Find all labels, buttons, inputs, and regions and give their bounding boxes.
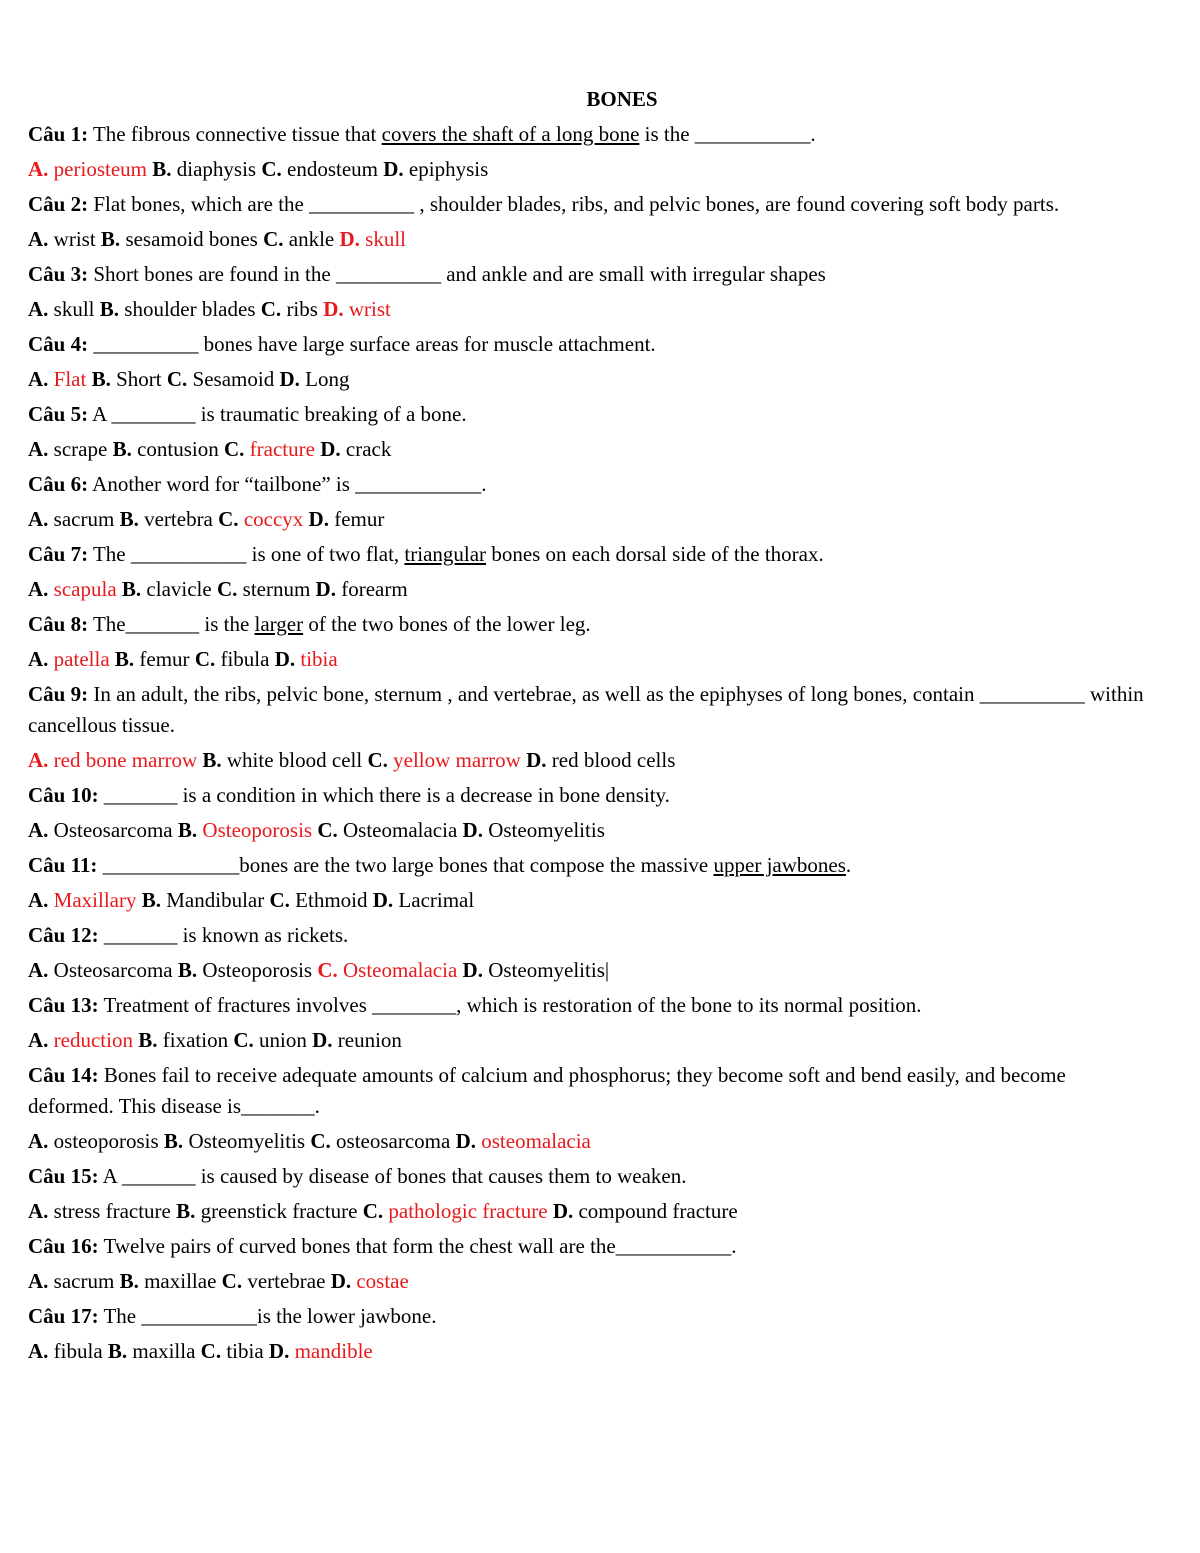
answer-option (195, 1339, 263, 1363)
question-text: _______ is a condition in which there is a decrease in bone density. (98, 783, 670, 807)
option-letter: D. (317, 297, 344, 321)
answer-option (171, 1199, 358, 1223)
question-number: Câu 13: (28, 993, 99, 1017)
answer-option (378, 157, 488, 181)
answer-option-correct (28, 1028, 133, 1052)
question-number: Câu 14: (28, 1063, 99, 1087)
answer-options (28, 1124, 1148, 1159)
question-stem (28, 1229, 1148, 1264)
option-text: fibula (215, 647, 270, 671)
option-text: femur (134, 647, 190, 671)
option-letter: B. (94, 297, 120, 321)
answer-option (228, 1028, 307, 1052)
option-letter: C. (256, 157, 282, 181)
answer-option (159, 1129, 305, 1153)
question-text: Another word for “tailbone” is ____________. (88, 472, 487, 496)
option-letter: A. (28, 507, 49, 531)
answer-option-correct (28, 577, 117, 601)
answer-option (457, 818, 605, 842)
question-number: Câu 8: (28, 612, 89, 636)
option-letter: B. (107, 437, 132, 461)
question-number: Câu 5: (28, 402, 89, 426)
option-text: endosteum (281, 157, 378, 181)
option-letter: C. (189, 647, 216, 671)
option-text: Flat (48, 367, 87, 391)
question-number: Câu 3: (28, 262, 89, 286)
option-letter: C. (257, 227, 284, 251)
option-text: Ethmoid (289, 888, 368, 912)
question-text: The_______ is the (88, 612, 255, 636)
answer-option (216, 1269, 325, 1293)
option-letter: D. (457, 958, 483, 982)
option-text: osteomalacia (476, 1129, 591, 1153)
option-letter: A. (28, 748, 49, 772)
answer-option (190, 647, 270, 671)
question-number: Câu 7: (28, 542, 89, 566)
option-text: sternum (237, 577, 311, 601)
answer-option-correct (334, 227, 406, 251)
option-text: crack (340, 437, 392, 461)
option-letter: A. (28, 297, 49, 321)
option-text: tibia (295, 647, 338, 671)
answer-option (305, 1129, 450, 1153)
question-text: is the ___________. (639, 122, 816, 146)
answer-option (548, 1199, 738, 1223)
answer-options (28, 292, 1148, 327)
answer-option-correct (219, 437, 315, 461)
question-number: Câu 9: (28, 682, 89, 706)
document-title: BONES (586, 87, 658, 111)
question-text: _______ is known as rickets. (98, 923, 349, 947)
answer-option (28, 1129, 159, 1153)
option-letter: C. (305, 1129, 331, 1153)
answer-option (133, 1028, 228, 1052)
answer-options (28, 642, 1148, 677)
option-text: Mandibular (161, 888, 265, 912)
answer-option (315, 437, 391, 461)
answer-option-correct (325, 1269, 408, 1293)
answer-option (162, 367, 275, 391)
answer-option (136, 888, 264, 912)
option-letter: B. (197, 748, 222, 772)
option-letter: B. (102, 1339, 128, 1363)
option-text: forearm (335, 577, 408, 601)
answer-option-correct (213, 507, 303, 531)
option-text: maxilla (127, 1339, 196, 1363)
question-number: Câu 11: (28, 853, 98, 877)
question-stem (28, 257, 1148, 292)
option-text: diaphysis (171, 157, 257, 181)
option-letter: D. (310, 577, 336, 601)
option-text: Osteomyelitis (482, 818, 605, 842)
answer-options (28, 1194, 1148, 1229)
answer-option (114, 1269, 216, 1293)
option-letter: B. (172, 958, 198, 982)
option-letter: C. (362, 748, 388, 772)
option-letter: D. (334, 227, 360, 251)
option-text: greenstick fracture (195, 1199, 358, 1223)
question-text: of the two bones of the lower leg. (303, 612, 591, 636)
option-letter: D. (263, 1339, 290, 1363)
answer-options (28, 1264, 1148, 1299)
option-text: osteoporosis (48, 1129, 159, 1153)
option-letter: A. (28, 1269, 49, 1293)
option-letter: C. (255, 297, 282, 321)
option-letter: D. (457, 818, 483, 842)
answer-options (28, 1334, 1148, 1369)
question-text: Short bones are found in the __________ and ankle and are small with irregular shapes (88, 262, 826, 286)
option-letter: D. (367, 888, 394, 912)
option-letter: A. (28, 1129, 49, 1153)
question-text: _____________bones are the two large bones that compose the massive (97, 853, 714, 877)
option-letter: D. (520, 748, 547, 772)
option-text: reduction (48, 1028, 133, 1052)
answer-option-correct (264, 1339, 373, 1363)
option-letter: C. (161, 367, 188, 391)
answer-option (28, 1199, 171, 1223)
question-stem (28, 1058, 1148, 1124)
answer-option (96, 227, 258, 251)
answer-option (95, 297, 256, 321)
question-stem (28, 187, 1148, 222)
option-letter: B. (114, 1269, 139, 1293)
option-letter: B. (172, 818, 198, 842)
option-letter: C. (212, 507, 239, 531)
answer-options (28, 743, 1148, 778)
answer-option (258, 227, 334, 251)
option-letter: A. (28, 437, 49, 461)
answer-option (256, 157, 378, 181)
option-text: skull (48, 297, 95, 321)
option-text: Osteosarcoma (48, 958, 173, 982)
underlined-text: upper jawbones (713, 853, 846, 877)
option-text: Osteomalacia (337, 958, 458, 982)
question-text: bones on each dorsal side of the thorax. (486, 542, 824, 566)
option-letter: A. (28, 818, 49, 842)
question-stem (28, 778, 1148, 813)
answer-option-correct (318, 297, 391, 321)
option-text: fibula (48, 1339, 103, 1363)
answer-option-correct (28, 748, 197, 772)
question-stem (28, 1299, 1148, 1334)
option-text: sacrum (48, 1269, 115, 1293)
option-text: mandible (289, 1339, 373, 1363)
question-stem (28, 467, 1148, 502)
question-text: In an adult, the ribs, pelvic bone, sternum , and vertebrae, as well as the epiphyses of long bones, contain __________ within cancellous tissue. (28, 682, 1144, 737)
answer-option (28, 818, 173, 842)
option-text: red bone marrow (48, 748, 198, 772)
option-text: Osteomyelitis| (482, 958, 610, 982)
option-letter: C. (195, 1339, 222, 1363)
answer-option (310, 577, 407, 601)
answer-option (312, 818, 457, 842)
option-letter: A. (28, 1339, 49, 1363)
document-page (28, 82, 1148, 1369)
option-text: yellow marrow (387, 748, 521, 772)
option-letter: D. (378, 157, 404, 181)
answer-option (521, 748, 676, 772)
underlined-text: triangular (404, 542, 487, 566)
question-text: Twelve pairs of curved bones that form the chest wall are the___________. (98, 1234, 737, 1258)
answer-option (264, 888, 367, 912)
question-text: __________ bones have large surface areas for muscle attachment. (88, 332, 656, 356)
option-text: wrist (343, 297, 391, 321)
option-letter: C. (216, 1269, 243, 1293)
question-stem (28, 848, 1148, 883)
option-text: shoulder blades (119, 297, 256, 321)
question-number: Câu 10: (28, 783, 99, 807)
option-text: vertebra (138, 507, 213, 531)
answer-option (368, 888, 475, 912)
option-text: fixation (157, 1028, 229, 1052)
option-text: ribs (281, 297, 318, 321)
question-number: Câu 15: (28, 1164, 99, 1188)
option-letter: D. (306, 1028, 333, 1052)
option-letter: A. (28, 157, 49, 181)
option-letter: B. (95, 227, 121, 251)
question-text: The ___________ is one of two flat, (88, 542, 405, 566)
answer-option (117, 577, 212, 601)
option-text: vertebrae (242, 1269, 326, 1293)
option-text: tibia (221, 1339, 264, 1363)
option-text: red blood cells (546, 748, 676, 772)
option-letter: A. (28, 958, 49, 982)
option-text: fracture (244, 437, 315, 461)
option-text: Lacrimal (393, 888, 475, 912)
option-text: ankle (283, 227, 335, 251)
question-number: Câu 12: (28, 923, 99, 947)
option-letter: B. (146, 157, 172, 181)
option-letter: C. (264, 888, 290, 912)
answer-option-correct (28, 647, 110, 671)
question-stem (28, 988, 1148, 1023)
option-text: contusion (131, 437, 219, 461)
question-text: Bones fail to receive adequate amounts of calcium and phosphorus; they become soft and bend easily, and become deformed. This disease is_______. (28, 1063, 1066, 1118)
answer-options (28, 1023, 1148, 1058)
question-number: Câu 16: (28, 1234, 99, 1258)
question-text: Treatment of fractures involves ________, which is restoration of the bone to its normal position. (98, 993, 922, 1017)
underlined-text: covers the shaft of a long bone (381, 122, 640, 146)
answer-option (28, 1339, 103, 1363)
option-text: pathologic fracture (383, 1199, 548, 1223)
question-text: Flat bones, which are the __________ , shoulder blades, ribs, and pelvic bones, are found covering soft body parts. (88, 192, 1060, 216)
answer-option (28, 227, 96, 251)
option-text: Long (299, 367, 350, 391)
option-letter: C. (312, 818, 338, 842)
option-letter: A. (28, 888, 49, 912)
answer-option (457, 958, 609, 982)
answer-option (173, 958, 312, 982)
option-letter: D. (303, 507, 329, 531)
answer-option-correct (357, 1199, 547, 1223)
option-letter: A. (28, 647, 49, 671)
option-text: Osteosarcoma (48, 818, 173, 842)
question-stem (28, 537, 1148, 572)
answer-option (114, 507, 213, 531)
option-text: Sesamoid (187, 367, 275, 391)
option-letter: B. (158, 1129, 184, 1153)
option-letter: A. (28, 227, 49, 251)
question-stem (28, 918, 1148, 953)
question-stem (28, 1159, 1148, 1194)
option-text: reunion (332, 1028, 402, 1052)
question-number: Câu 2: (28, 192, 89, 216)
answer-options (28, 883, 1148, 918)
answer-option (28, 1269, 114, 1293)
answer-option (256, 297, 318, 321)
option-letter: C. (357, 1199, 384, 1223)
answer-option (303, 507, 384, 531)
answer-option (110, 647, 190, 671)
answer-option (28, 437, 107, 461)
answer-option (274, 367, 349, 391)
underlined-text: larger (254, 612, 304, 636)
answer-option-correct (269, 647, 337, 671)
option-text: white blood cell (221, 748, 363, 772)
option-letter: A. (28, 1028, 49, 1052)
question-stem (28, 327, 1148, 362)
question-text: The ___________is the lower jawbone. (98, 1304, 437, 1328)
answer-options (28, 432, 1148, 467)
option-text: maxillae (138, 1269, 217, 1293)
answer-options (28, 572, 1148, 607)
option-letter: C. (218, 437, 245, 461)
option-text: coccyx (238, 507, 304, 531)
answer-option-correct (173, 818, 312, 842)
option-text: femur (328, 507, 385, 531)
question-text: A _______ is caused by disease of bones that causes them to weaken. (98, 1164, 687, 1188)
option-text: osteosarcoma (330, 1129, 451, 1153)
option-text: Osteomyelitis (183, 1129, 306, 1153)
answer-option (107, 437, 218, 461)
option-letter: D. (269, 647, 296, 671)
answer-option-correct (450, 1129, 591, 1153)
option-text: scrape (48, 437, 108, 461)
option-text: scapula (48, 577, 117, 601)
option-text: costae (351, 1269, 409, 1293)
answer-option (197, 748, 362, 772)
answer-options (28, 222, 1148, 257)
option-letter: D. (450, 1129, 476, 1153)
option-text: compound fracture (573, 1199, 738, 1223)
answer-option-correct (28, 888, 136, 912)
option-letter: A. (28, 577, 49, 601)
option-letter: A. (28, 367, 49, 391)
answer-option (28, 297, 95, 321)
question-stem (28, 397, 1148, 432)
answer-option (212, 577, 311, 601)
option-text: patella (48, 647, 110, 671)
question-number: Câu 6: (28, 472, 89, 496)
option-letter: C. (228, 1028, 254, 1052)
option-text: periosteum (48, 157, 147, 181)
option-letter: B. (114, 507, 139, 531)
option-letter: C. (312, 958, 338, 982)
option-text: sesamoid bones (120, 227, 258, 251)
option-letter: D. (274, 367, 300, 391)
option-text: epiphysis (403, 157, 489, 181)
answer-option-correct (28, 157, 147, 181)
option-letter: B. (116, 577, 142, 601)
option-text: Maxillary (48, 888, 137, 912)
question-stem (28, 607, 1148, 642)
answer-options (28, 813, 1148, 848)
option-text: clavicle (141, 577, 212, 601)
question-number: Câu 1: (28, 122, 89, 146)
answer-option-correct (362, 748, 521, 772)
question-number: Câu 17: (28, 1304, 99, 1328)
answer-options (28, 152, 1148, 187)
option-text: sacrum (48, 507, 115, 531)
answer-option-correct (312, 958, 457, 982)
option-text: skull (359, 227, 407, 251)
answer-options (28, 362, 1148, 397)
question-stem (28, 677, 1148, 743)
option-letter: D. (325, 1269, 352, 1293)
option-letter: A. (28, 1199, 49, 1223)
question-text: A ________ is traumatic breaking of a bone. (88, 402, 467, 426)
option-letter: B. (132, 1028, 158, 1052)
option-text: stress fracture (48, 1199, 171, 1223)
option-letter: D. (547, 1199, 574, 1223)
answer-option (307, 1028, 402, 1052)
option-letter: B. (86, 367, 111, 391)
option-text: Osteomalacia (337, 818, 458, 842)
answer-options (28, 502, 1148, 537)
option-text: union (253, 1028, 307, 1052)
option-letter: B. (170, 1199, 196, 1223)
question-number: Câu 4: (28, 332, 89, 356)
question-text: The fibrous connective tissue that (88, 122, 382, 146)
option-letter: B. (136, 888, 161, 912)
answer-option (28, 507, 114, 531)
answer-option (147, 157, 256, 181)
option-text: Short (110, 367, 162, 391)
answer-option (103, 1339, 196, 1363)
answer-option (28, 958, 173, 982)
question-text: . (845, 853, 852, 877)
answer-option-correct (28, 367, 86, 391)
option-text: wrist (48, 227, 96, 251)
option-letter: B. (109, 647, 135, 671)
option-letter: D. (314, 437, 341, 461)
option-letter: C. (211, 577, 238, 601)
answer-options (28, 953, 1148, 988)
option-text: Osteoporosis (197, 818, 313, 842)
option-text: Osteoporosis (197, 958, 313, 982)
answer-option (86, 367, 161, 391)
question-list (28, 117, 1148, 1369)
question-stem (28, 117, 1148, 152)
